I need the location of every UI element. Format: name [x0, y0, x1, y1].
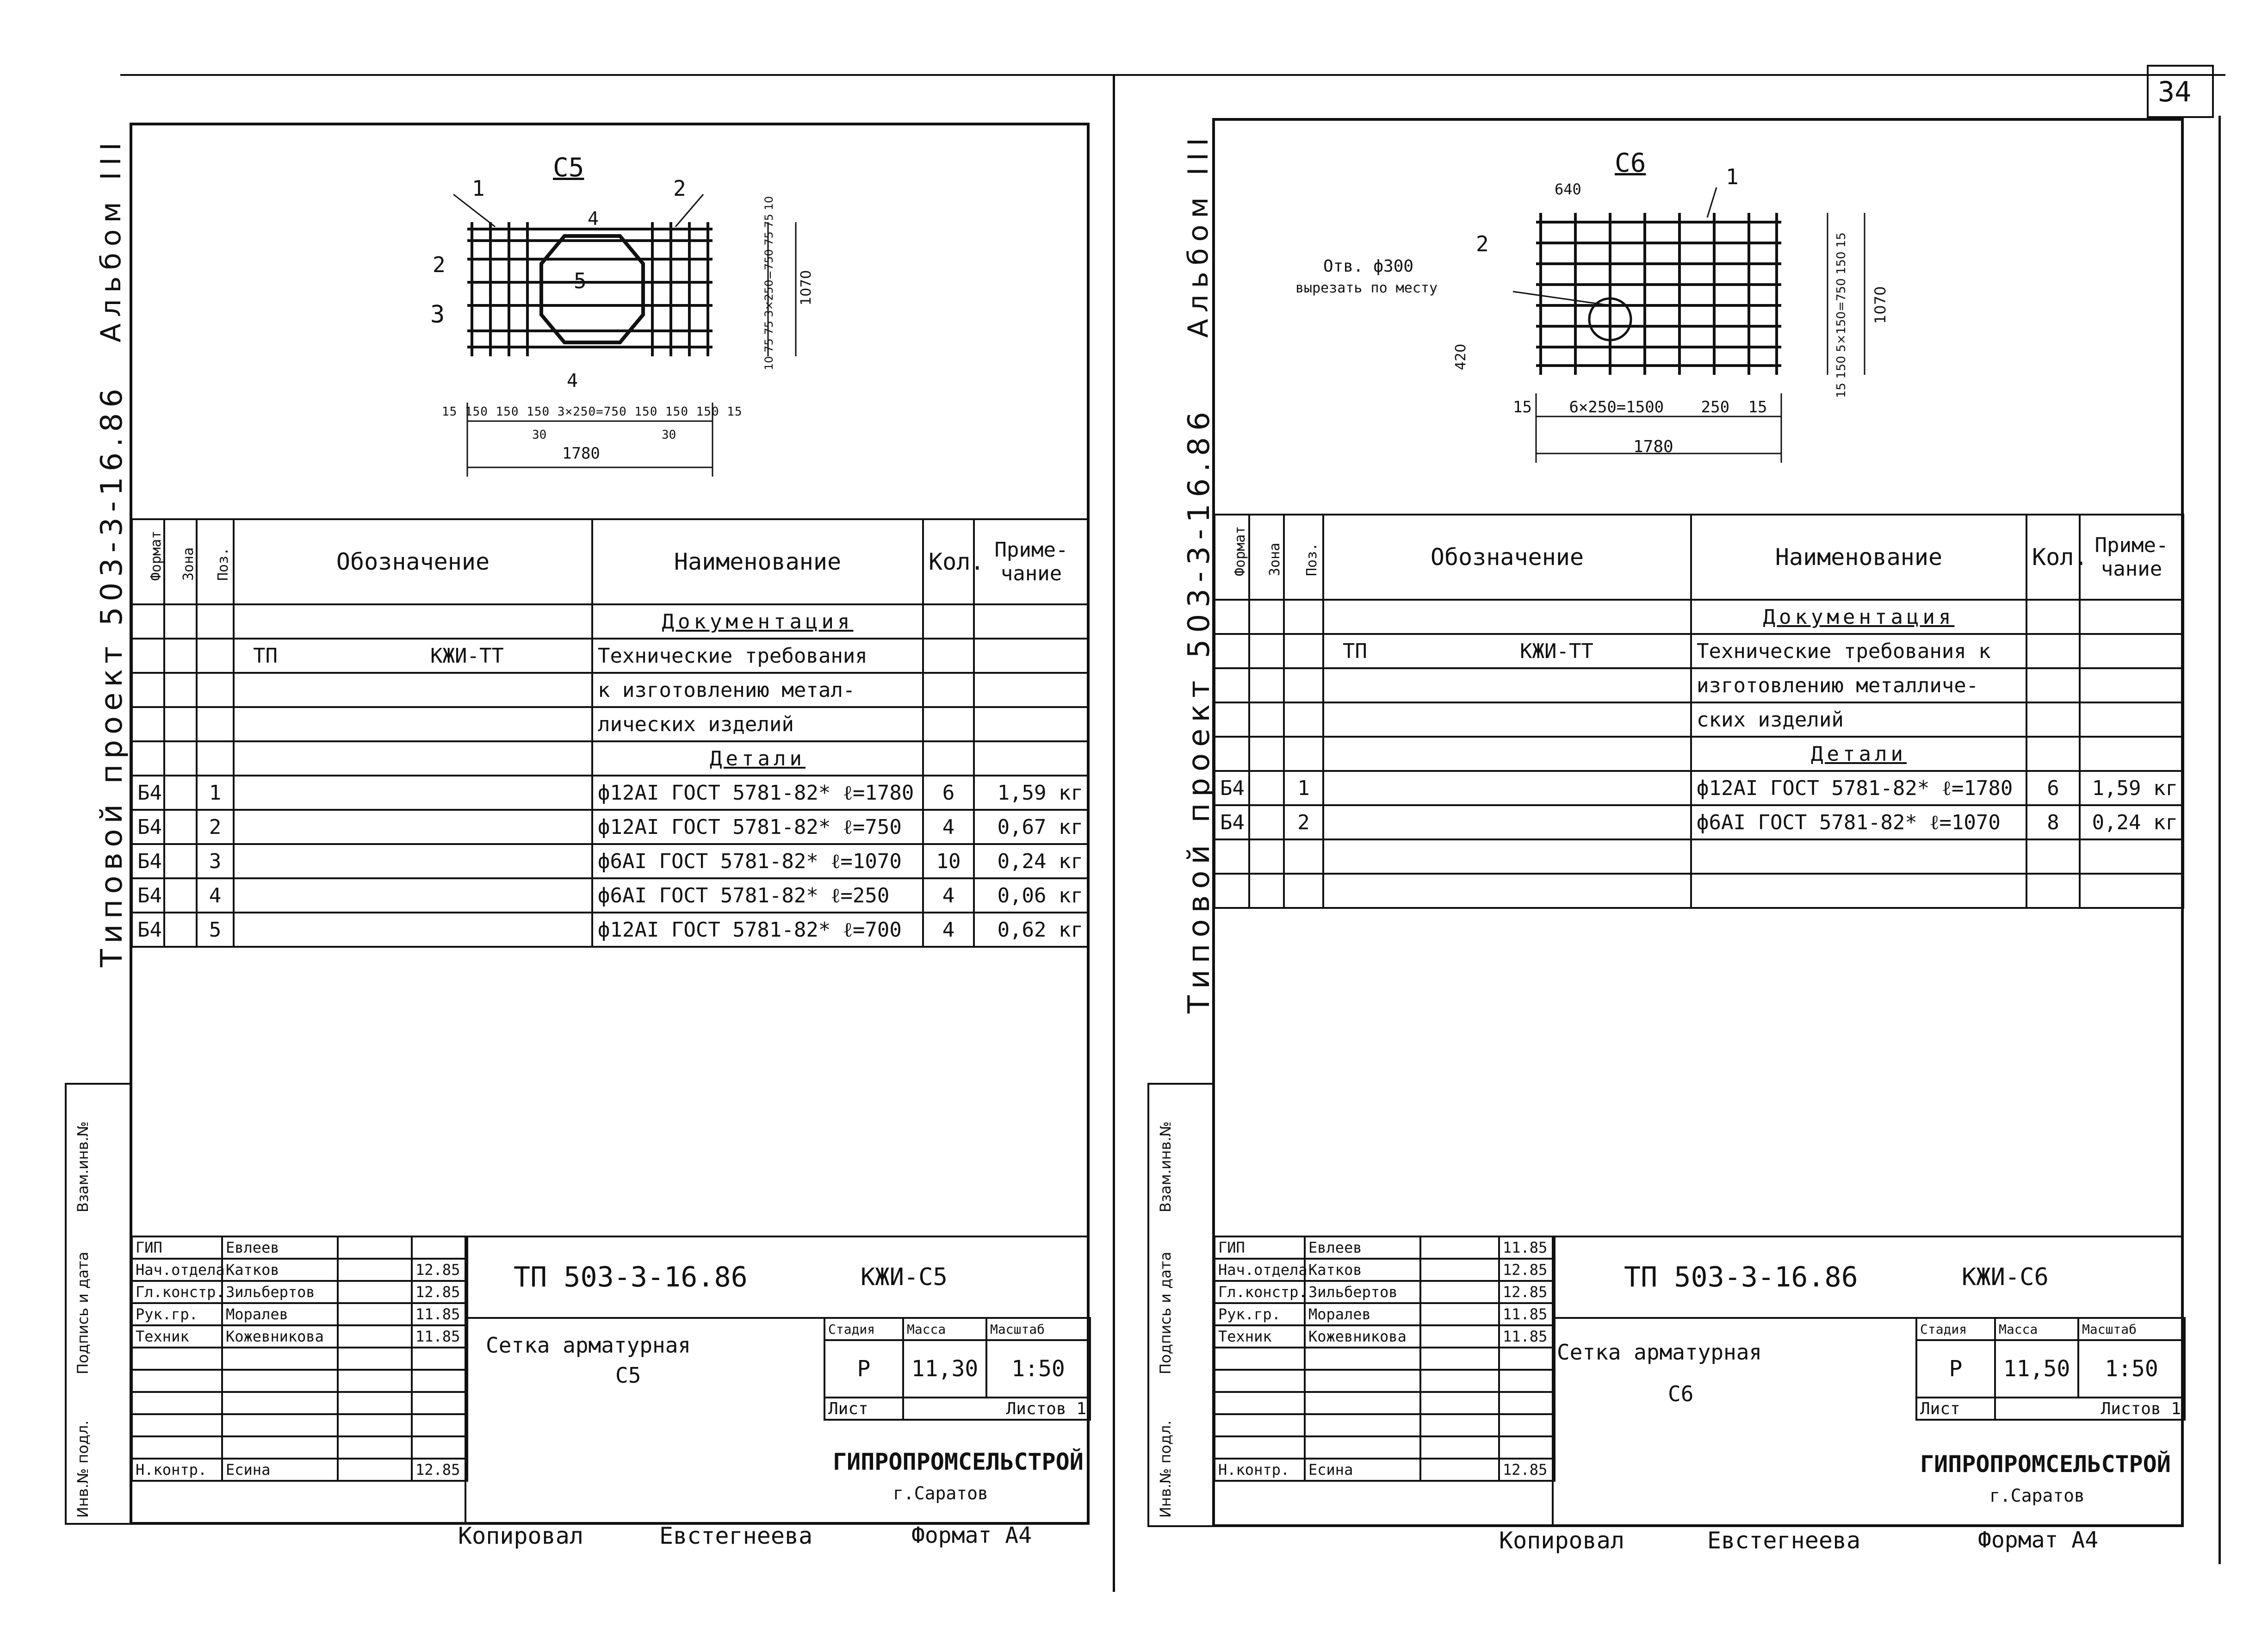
name-cell: Технические требования к [1691, 634, 2026, 668]
note-cell: 0,06 кг [974, 878, 1089, 913]
right-drawing-title: С6 [1615, 148, 1646, 178]
table-row: Р 11,50 1:50 [1916, 1340, 2185, 1398]
note-cell: 1,59 кг [2080, 771, 2183, 805]
table-row: Техник Кожевникова 11.85 [132, 1325, 467, 1348]
table-row [1215, 1348, 1555, 1370]
col-qty: Кол. [923, 519, 974, 604]
table-row: Лист Листов 1 [1916, 1398, 2185, 1420]
left-total-height: 1070 [798, 270, 814, 305]
left-doc-mark: КЖИ-С5 [861, 1263, 948, 1291]
note-cell: 0,67 кг [974, 810, 1089, 844]
left-callout-1: 1 [472, 176, 485, 201]
right-product-mark: С6 [1668, 1381, 1694, 1406]
right-dim-420: 420 [1453, 343, 1469, 370]
table-row [132, 1436, 467, 1459]
left-title-people [131, 1236, 468, 1482]
pos-cell: 2 [1284, 805, 1323, 839]
format-cell: Б4 [132, 913, 164, 947]
format-cell: Б4 [132, 810, 164, 844]
left-format: Формат А4 [911, 1522, 1032, 1548]
dim: 15 [442, 405, 458, 419]
table-row: Техник Кожевникова 11.85 [1215, 1325, 1555, 1348]
dim: 150 [465, 405, 488, 419]
table-row [1215, 771, 2183, 805]
col-zone: Зона [1249, 515, 1284, 600]
table-row [1215, 839, 2183, 874]
section-parts: Детали [592, 741, 923, 776]
dim: 250 [1701, 398, 1730, 416]
col-note: Приме- чание [2080, 515, 2183, 600]
pos-cell: 1 [197, 776, 234, 810]
table-row: Н.контр. Есина 12.85 [1215, 1459, 1555, 1481]
note-cell: 0,24 кг [2080, 805, 2183, 839]
col-note: Приме- чание [974, 519, 1089, 604]
table-row [132, 810, 1089, 844]
table-header-row [132, 519, 1089, 604]
dim: 5×150=750 [1834, 278, 1848, 352]
col-format: Формат [1215, 515, 1249, 600]
left-callout-4a: 4 [588, 208, 599, 230]
name-cell: ф12АI ГОСТ 5781-82* ℓ=700 [592, 913, 923, 947]
designation-cell: ТП КЖИ-ТТ [234, 639, 592, 673]
note-cell: 0,24 кг [974, 844, 1089, 878]
right-format: Формат А4 [1978, 1527, 2099, 1553]
table-row [132, 913, 1089, 947]
left-callout-2a: 2 [673, 176, 686, 201]
name-cell: к изготовлению метал- [592, 673, 923, 707]
qty-cell: 6 [923, 776, 974, 810]
col-designation: Обозначение [1323, 515, 1691, 600]
qty-cell: 4 [923, 878, 974, 913]
name-cell: лических изделий [592, 707, 923, 741]
format-cell: Б4 [132, 776, 164, 810]
dim: 15 [1748, 398, 1767, 416]
qty-cell: 6 [2026, 771, 2080, 805]
right-spec-table [1214, 514, 2184, 909]
dim: 3×250=750 [762, 249, 775, 317]
name-cell: ф12АI ГОСТ 5781-82* ℓ=1780 [1691, 771, 2026, 805]
center-fold-line [1113, 74, 1115, 1592]
table-row [132, 1414, 467, 1436]
table-row [132, 673, 1089, 707]
name-cell: Технические требования [592, 639, 923, 673]
right-stage-table [1915, 1317, 2186, 1421]
left-side-label-0: Взам.инв.№ [74, 1121, 92, 1212]
table-row: Гл.констр. Зильбертов 12.85 [132, 1281, 467, 1303]
right-project-label: Типовой проект 503-3-16.86 [1182, 405, 1216, 1013]
name-cell: ф12АI ГОСТ 5781-82* ℓ=750 [592, 810, 923, 844]
table-row [132, 1348, 467, 1370]
table-row [132, 604, 1089, 639]
name-cell: ф6АI ГОСТ 5781-82* ℓ=1070 [1691, 805, 2026, 839]
note-cell: 0,62 кг [974, 913, 1089, 947]
table-row [132, 878, 1089, 913]
table-row [132, 741, 1089, 776]
right-dim-640: 640 [1555, 180, 1581, 198]
left-album-label: Альбом III [95, 136, 127, 342]
right-album-label: Альбом III [1182, 131, 1215, 338]
name-cell: изготовлению металличе- [1691, 668, 2026, 702]
table-row [132, 844, 1089, 878]
section-docs: Документация [592, 604, 923, 639]
right-side-label-2: Инв.№ подл. [1157, 1420, 1174, 1518]
right-org: ГИПРОПРОМСЕЛЬСТРОЙ [1920, 1451, 2171, 1478]
name-cell: ф6АI ГОСТ 5781-82* ℓ=250 [592, 878, 923, 913]
section-parts: Детали [1691, 737, 2026, 771]
left-callout-5: 5 [574, 268, 587, 293]
dim: 15 [1834, 232, 1848, 248]
table-row [1215, 600, 2183, 634]
dim: 150 [496, 405, 519, 419]
dim: 3×250=750 [557, 405, 627, 419]
left-callout-3: 3 [430, 301, 445, 329]
left-callout-4b: 4 [567, 370, 578, 391]
dim: 15 [1834, 382, 1848, 398]
table-row: Нач.отдела Катков 12.85 [1215, 1259, 1555, 1281]
left-project-label: Типовой проект 503-3-16.86 [95, 383, 129, 967]
table-row: ГИП Евлеев 11.85 [1215, 1236, 1555, 1259]
table-row [1215, 1370, 1555, 1392]
left-callout-2b: 2 [433, 252, 446, 277]
format-cell: Б4 [1215, 805, 1249, 839]
col-qty: Кол. [2026, 515, 2080, 600]
left-dims-right [762, 196, 775, 370]
qty-cell: 10 [923, 844, 974, 878]
note-cell: 1,59 кг [974, 776, 1089, 810]
format-cell: Б4 [1215, 771, 1249, 805]
table-row: Н.контр. Есина 12.85 [132, 1459, 467, 1481]
left-spec-table [131, 518, 1090, 948]
format-cell: Б4 [132, 844, 164, 878]
table-row: Рук.гр. Моралев 11.85 [1215, 1303, 1555, 1325]
table-row: Нач.отдела Катков 12.85 [132, 1259, 467, 1281]
page-number-box [2147, 65, 2214, 118]
left-drawing-title: С5 [553, 153, 584, 183]
table-row [132, 776, 1089, 810]
left-dim-30a: 30 [532, 428, 547, 442]
pos-cell: 2 [197, 810, 234, 844]
col-pos: Поз. [197, 519, 234, 604]
left-product-mark: С5 [615, 1363, 641, 1388]
table-row [1215, 874, 2183, 908]
pos-cell: 1 [1284, 771, 1323, 805]
table-row [1215, 805, 2183, 839]
table-row: ГИП Евлеев [132, 1236, 467, 1259]
dim: 150 [634, 405, 658, 419]
dim: 10 [762, 196, 775, 211]
col-name: Наименование [1691, 515, 2026, 600]
dim: 150 [696, 405, 719, 419]
dim: 75 [762, 321, 775, 335]
table-row: Лист Листов 1 [824, 1398, 1090, 1420]
dim: 75 [762, 231, 775, 246]
dim: 75 [762, 338, 775, 353]
left-side-label-1: Подпись и дата [74, 1251, 92, 1374]
name-cell: ф12АI ГОСТ 5781-82* ℓ=1780 [592, 776, 923, 810]
qty-cell: 4 [923, 913, 974, 947]
right-hole-note: Отв. ф300 [1323, 257, 1414, 276]
table-header-row [1215, 515, 2183, 600]
right-city: г.Саратов [1989, 1485, 2085, 1506]
qty-cell: 4 [923, 810, 974, 844]
table-row [1215, 737, 2183, 771]
left-org: ГИПРОПРОМСЕЛЬСТРОЙ [833, 1448, 1084, 1475]
left-copied-label: Копировал [458, 1522, 583, 1549]
table-row [132, 1392, 467, 1414]
dim: 150 [527, 405, 550, 419]
table-row [1215, 1392, 1555, 1414]
dim: 150 [1834, 356, 1848, 379]
left-city: г.Саратов [893, 1483, 988, 1503]
section-docs: Документация [1691, 600, 2026, 634]
right-total-height: 1070 [1871, 286, 1889, 324]
right-callout-1: 1 [1726, 164, 1739, 189]
right-product: Сетка арматурная [1557, 1340, 1762, 1365]
table-row [1215, 1414, 1555, 1436]
pos-cell: 3 [197, 844, 234, 878]
qty-cell: 8 [2026, 805, 2080, 839]
col-pos: Поз. [1284, 515, 1323, 600]
right-callout-2: 2 [1476, 231, 1489, 256]
right-title-people [1214, 1236, 1555, 1482]
right-copied-by: Евстегнеева [1707, 1527, 1861, 1554]
right-edge-line [2218, 116, 2221, 1564]
table-row [132, 1370, 467, 1392]
right-copied-label: Копировал [1499, 1527, 1624, 1554]
table-row [1215, 668, 2183, 702]
left-dim-30b: 30 [662, 428, 676, 442]
table-row: Гл.констр. Зильбертов 12.85 [1215, 1281, 1555, 1303]
right-total-width: 1780 [1633, 437, 1673, 456]
col-designation: Обозначение [234, 519, 592, 604]
left-product: Сетка арматурная [486, 1333, 691, 1358]
right-side-label-0: Взам.инв.№ [1157, 1121, 1174, 1212]
left-dims-bottom [442, 405, 743, 419]
left-copied-by: Евстегнеева [659, 1522, 813, 1549]
col-format: Формат [132, 519, 164, 604]
table-row [1215, 1436, 1555, 1459]
designation-cell: ТП КЖИ-ТТ [1323, 634, 1691, 668]
dim: 75 [762, 213, 775, 228]
dim: 6×250=1500 [1569, 398, 1664, 416]
right-doc-code: ТП 503-3-16.86 [1624, 1261, 1858, 1293]
dim: 10 [762, 356, 775, 370]
dim: 150 [1834, 251, 1848, 275]
table-row [1215, 634, 2183, 668]
left-side-label-2: Инв.№ подл. [74, 1420, 92, 1518]
dim: 15 [727, 405, 743, 419]
table-row [132, 707, 1089, 741]
left-doc-code: ТП 503-3-16.86 [514, 1261, 748, 1293]
right-dims-right [1834, 232, 1848, 398]
table-row [132, 639, 1089, 673]
col-zone: Зона [164, 519, 197, 604]
dim: 15 [1513, 398, 1532, 416]
right-side-label-1: Подпись и дата [1157, 1251, 1174, 1374]
dim: 150 [665, 405, 688, 419]
pos-cell: 5 [197, 913, 234, 947]
name-cell: ф6АI ГОСТ 5781-82* ℓ=1070 [592, 844, 923, 878]
left-total-width: 1780 [562, 444, 600, 463]
table-row: Стадия Масса Масштаб [1916, 1318, 2185, 1340]
table-row [1215, 702, 2183, 737]
right-hole-note2: вырезать по месту [1295, 280, 1438, 296]
page-number: 34 [2158, 76, 2192, 108]
right-dims-bottom [1513, 398, 1767, 416]
table-row: Стадия Масса Масштаб [824, 1318, 1090, 1340]
table-row: Рук.гр. Моралев 11.85 [132, 1303, 467, 1325]
col-name: Наименование [592, 519, 923, 604]
left-stage-table [824, 1317, 1091, 1421]
name-cell: ских изделий [1691, 702, 2026, 737]
right-doc-mark: КЖИ-С6 [1962, 1263, 2049, 1291]
top-edge-line [120, 74, 2225, 76]
table-row: Р 11,30 1:50 [824, 1340, 1090, 1398]
pos-cell: 4 [197, 878, 234, 913]
format-cell: Б4 [132, 878, 164, 913]
